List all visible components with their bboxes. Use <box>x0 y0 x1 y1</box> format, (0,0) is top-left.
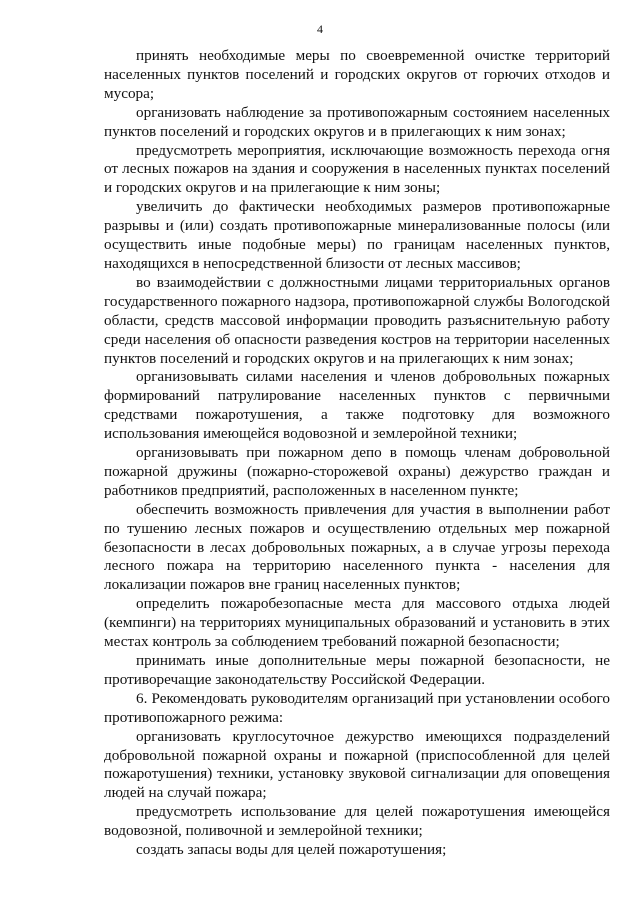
paragraph-recreation-places: определить пожаробезопасные места для массового отдыха людей (кемпинги) на территориях муниципальных образований и установить в этих местах контроль за соблюдением требований пожарной безопасности; <box>104 595 610 651</box>
paragraph-round-the-clock-duty: организовать круглосуточное дежурство имеющихся подразделений добровольной пожарной охраны и пожарной (приспособленной для целей пожаротушения) техники, установку звуковой сигнализации для оповещения людей на случай пожара; <box>104 727 610 802</box>
page-number: 4 <box>317 22 323 36</box>
paragraph-duty-at-depot: организовывать при пожарном депо в помощь членам добровольной пожарной дружины (пожарно-сторожевой охраны) дежурство граждан и работников предприятий, расположенных в населенном пункте; <box>104 444 610 499</box>
paragraph-public-awareness: во взаимодействии с должностными лицами территориальных органов государственного пожарного надзора, противопожарной службы Вологодской области, средств массовой информации проводить разъяснительную работу среди населения об опасности разведения костров на территории населенных пунктов поселений и городских округов и на прилегающих к ним зонах; <box>104 273 610 367</box>
paragraph-prevent-fire-spread: предусмотреть мероприятия, исключающие возможность перехода огня от лесных пожаров на здания и сооружения в населенных пунктах поселений и городских округов и на прилегающие к ним зоны; <box>104 141 610 197</box>
paragraph-clean-territories: принять необходимые меры по своевременной очистке территорий населенных пунктов поселений и городских округов от горючих отходов и мусора; <box>104 47 610 102</box>
document-body <box>104 47 610 860</box>
paragraph-additional-measures: принимать иные дополнительные меры пожарной безопасности, не противоречащие законодательству Российской Федерации. <box>104 652 610 688</box>
paragraph-fire-monitoring: организовать наблюдение за противопожарным состоянием населенных пунктов поселений и городских округов и в прилегающих к ним зонах; <box>104 103 610 140</box>
paragraph-patrols: организовывать силами населения и членов добровольных пожарных формирований патрулирование населенных пунктов с первичными средствами пожаротушения, а также подготовку для возможного использования имеющейся водовозной и землеройной техники; <box>104 368 610 443</box>
paragraph-section-6-heading: 6. Рекомендовать руководителям организаций при установлении особого противопожарного режима: <box>104 689 610 726</box>
paragraph-use-of-machinery: предусмотреть использование для целей пожаротушения имеющейся водовозной, поливочной и землеройной техники; <box>104 803 610 840</box>
paragraph-water-reserves: создать запасы воды для целей пожаротушения; <box>136 841 447 859</box>
paragraph-volunteer-involvement: обеспечить возможность привлечения для участия в выполнении работ по тушению лесных пожаров и осуществлению отдельных мер пожарной безопасности в лесах добровольных пожарных, а в случае угрозы перехода лесного пожара на территорию населенного пункта - населения для локализации пожаров вне границ населенных пунктов; <box>104 500 610 594</box>
paragraph-firebreaks: увеличить до фактически необходимых размеров противопожарные разрывы и (или) создать противопожарные минерализованные полосы (или осуществить иные подобные меры) по границам населенных пунктов, находящихся в непосредственной близости от лесных массивов; <box>104 198 610 272</box>
